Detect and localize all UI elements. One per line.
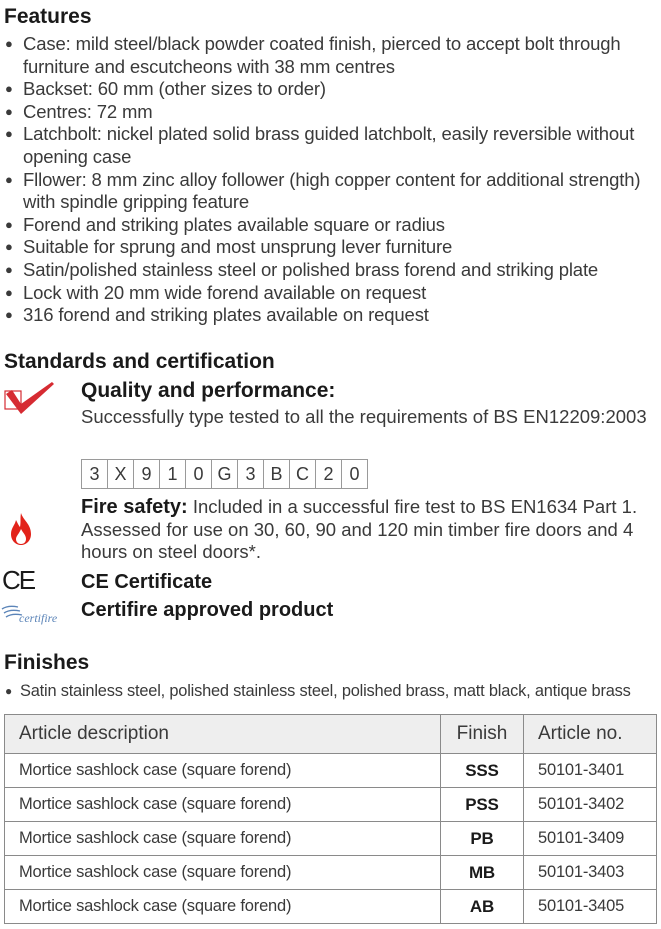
feature-item: ● Centres: 72 mm <box>4 101 659 124</box>
feature-item: ● Case: mild steel/black powder coated finish, pierced to accept bolt through furniture and escutcheons with 38 mm centres <box>4 33 659 78</box>
code-digit: B <box>264 460 290 488</box>
checkmark-icon <box>4 380 56 416</box>
finishes-list-item: ● Satin stainless steel, polished stainless steel, polished brass, matt black, antique brass <box>4 680 661 702</box>
cell-description: Mortice sashlock case (square forend) <box>5 856 441 890</box>
ce-mark-icon: CE <box>2 565 35 595</box>
cell-finish: PSS <box>441 788 524 822</box>
code-digit: G <box>212 460 238 488</box>
column-header-article-no: Article no. <box>524 715 657 754</box>
table-row <box>5 788 657 822</box>
table-row <box>5 856 657 890</box>
code-digit: 2 <box>316 460 342 488</box>
quality-title: Quality and performance: <box>81 379 336 402</box>
cell-description: Mortice sashlock case (square forend) <box>5 788 441 822</box>
fire-safety-body: Included in a successful fire test to BS EN1634 Part 1. Assessed for use on 30, 60, 90 and 120 min timber fire doors and 4 hours on steel doors*. <box>81 496 638 562</box>
feature-item: ● Forend and striking plates available square or radius <box>4 214 659 237</box>
table-row <box>5 754 657 788</box>
feature-item: ● Lock with 20 mm wide forend available on request <box>4 282 659 305</box>
finishes-heading: Finishes <box>4 651 90 674</box>
certifire-logo-icon <box>0 603 72 625</box>
table-row <box>5 822 657 856</box>
cell-finish: AB <box>441 890 524 924</box>
svg-text:certifire: certifire <box>19 611 58 625</box>
code-digit: C <box>290 460 316 488</box>
cell-article-no: 50101-3409 <box>524 822 657 856</box>
certifire-title: Certifire approved product <box>81 599 334 621</box>
table-row <box>5 890 657 924</box>
feature-item: ● Fllower: 8 mm zinc alloy follower (high copper content for additional strength) with spindle gripping feature <box>4 169 659 214</box>
feature-item: ● Backset: 60 mm (other sizes to order) <box>4 78 659 101</box>
cell-description: Mortice sashlock case (square forend) <box>5 890 441 924</box>
article-table <box>4 714 657 924</box>
column-header-description: Article description <box>5 715 441 754</box>
features-heading: Features <box>4 5 92 28</box>
code-digit: 1 <box>160 460 186 488</box>
features-list <box>4 33 659 327</box>
code-digit: 0 <box>186 460 212 488</box>
code-digit: X <box>108 460 134 488</box>
table-header-row <box>5 715 657 754</box>
ce-certificate-title: CE Certificate <box>81 571 213 593</box>
feature-item: ● Satin/polished stainless steel or polished brass forend and striking plate <box>4 259 659 282</box>
column-header-finish: Finish <box>441 715 524 754</box>
cell-finish: SSS <box>441 754 524 788</box>
flame-icon <box>8 512 34 546</box>
code-digit: 3 <box>82 460 108 488</box>
code-digit: 0 <box>349 463 360 484</box>
code-digit: 9 <box>134 460 160 488</box>
classification-code <box>81 459 368 489</box>
code-digit: 3 <box>238 460 264 488</box>
cell-finish: PB <box>441 822 524 856</box>
cell-article-no: 50101-3403 <box>524 856 657 890</box>
feature-item: ● 316 forend and striking plates available on request <box>4 304 659 327</box>
feature-item: ● Suitable for sprung and most unsprung lever furniture <box>4 236 659 259</box>
cell-description: Mortice sashlock case (square forend) <box>5 754 441 788</box>
fire-safety-title: Fire safety: <box>81 496 188 518</box>
quality-text: Successfully type tested to all the requirements of BS EN12209:2003 <box>81 406 647 427</box>
feature-item: ● Latchbolt: nickel plated solid brass guided latchbolt, easily reversible without opening case <box>4 123 659 168</box>
cell-article-no: 50101-3401 <box>524 754 657 788</box>
cell-article-no: 50101-3405 <box>524 890 657 924</box>
standards-heading: Standards and certification <box>4 350 275 373</box>
cell-finish: MB <box>441 856 524 890</box>
cell-description: Mortice sashlock case (square forend) <box>5 822 441 856</box>
fire-safety-text <box>81 496 656 564</box>
cell-article-no: 50101-3402 <box>524 788 657 822</box>
